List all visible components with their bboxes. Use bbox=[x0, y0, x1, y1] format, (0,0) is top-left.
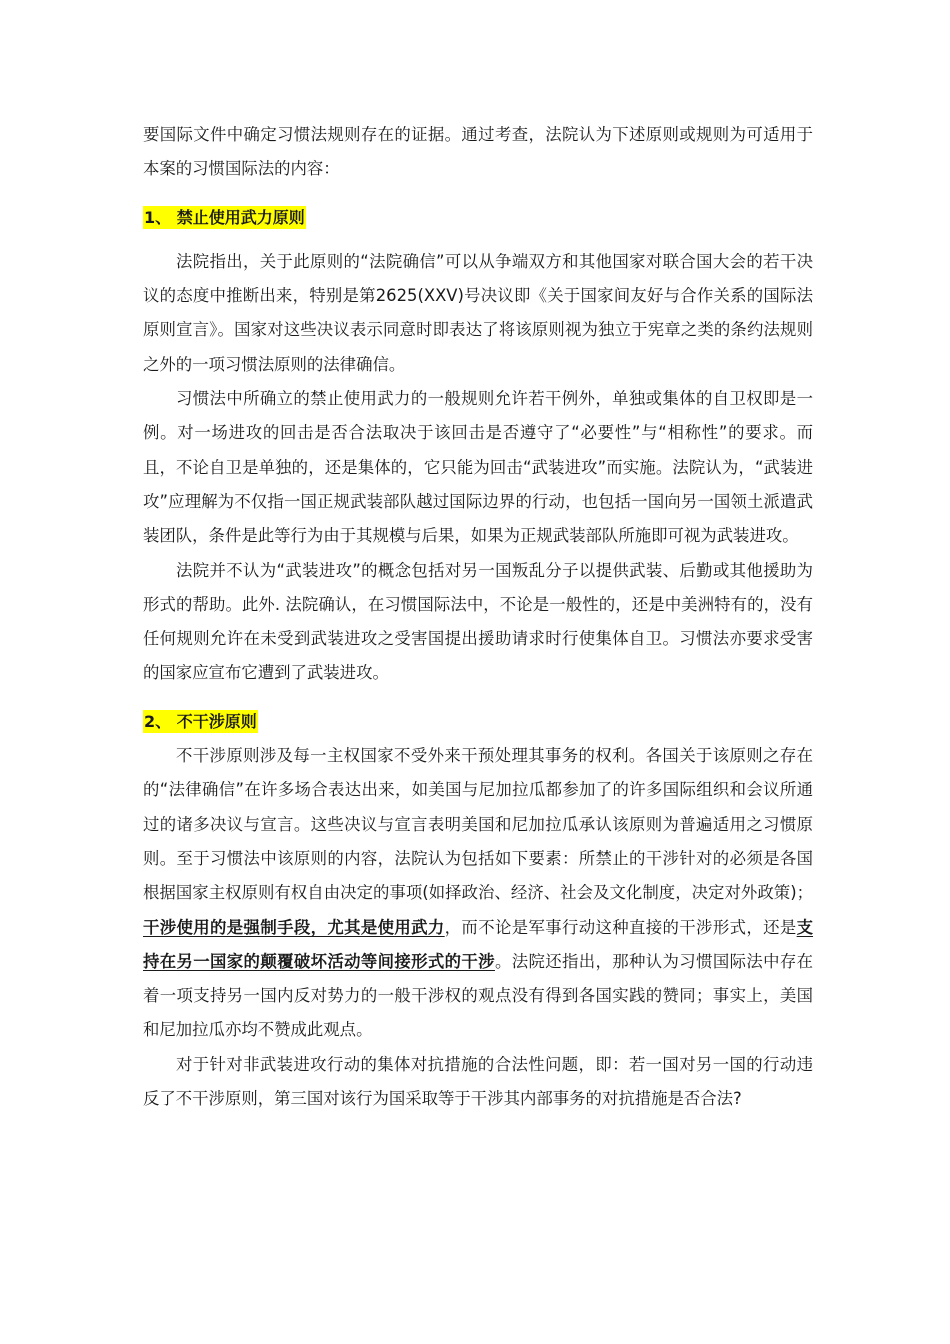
section2-heading bbox=[143, 705, 813, 739]
section2-paragraph-2: 对于针对非武装进攻行动的集体对抗措施的合法性问题，即：若一国对另一国的行动违反了不干涉原则，第三国对该行为国采取等于干涉其内部事务的对抗措施是否合法? bbox=[143, 1054, 813, 1109]
intro-paragraph: 要国际文件中确定习惯法规则存在的证据。通过考查，法院认为下述原则或规则为可适用于本案的习惯国际法的内容： bbox=[143, 125, 813, 179]
section2-p1-text-c: 。法院还指出，那种认为习惯国际法中存在着一项支持另一国内反对势力的一般干涉权的观点没有得到各国实践的赞同；事实上，美国和尼加拉瓜亦均不赞成此观点。 bbox=[143, 951, 814, 1040]
section2-heading-text: 2、 不干涉原则 bbox=[144, 711, 257, 731]
section1-paragraph-3: 法院并不认为“武装进攻”的概念包括对另一国叛乱分子以提供武装、后勤或其他援助为形式的帮助。此外. 法院确认，在习惯国际法中，不论是一般性的，还是中美洲特有的，没有任何规则允许在未受到武装进攻之受害国提出援助请求时行使集体自卫。习惯法亦要求受害的国家应宣布它遭到了武装进攻。 bbox=[143, 560, 813, 683]
section1-heading-text: 1、 禁止使用武力原则 bbox=[144, 207, 305, 227]
section2-p1-text-b: ，而不论是军事行动这种直接的干涉形式，还是 bbox=[444, 917, 797, 937]
section2-p1-text-a: 不干涉原则涉及每一主权国家不受外来干预处理其事务的权利。各国关于该原则之存在的“法律确信”在许多场合表达出来，如美国与尼加拉瓜都参加了的许多国际组织和会议所通过的诸多决议与宣言。这些决议与宣言表明美国和尼加拉瓜承认该原则为普遍适用之习惯原则。至于习惯法中该原则的内容，法院认为包括如下要素：所禁止的干涉针对的必须是各国根据国家主权原则有权自由决定的事项(如择政治、经济、社会及文化制度，决定对外政策)； bbox=[143, 746, 813, 903]
section2-p1-emphasis-2: 支持在另一国家的颠覆破坏活动等间接形式的干涉 bbox=[143, 917, 814, 971]
document-page bbox=[143, 118, 813, 1116]
section1-heading bbox=[143, 201, 813, 235]
section2-p1-emphasis-1: 干涉使用的是强制手段，尤其是使用武力 bbox=[143, 917, 445, 937]
section1-paragraph-1: 法院指出，关于此原则的“法院确信”可以从争端双方和其他国家对联合国大会的若干决议的态度中推断出来，特别是第2625(XXV)号决议即《关于国家间友好与合作关系的国际法原则宣言》。国家对这些决议表示同意时即表达了将该原则视为独立于宪章之类的条约法规则之外的一项习惯法原则的法律确信。 bbox=[143, 251, 813, 374]
section2-paragraph-1 bbox=[143, 739, 813, 1048]
section1-paragraph-2: 习惯法中所确立的禁止使用武力的一般规则允许若干例外，单独或集体的自卫权即是一例。对一场进攻的回击是否合法取决于该回击是否遵守了“必要性”与“相称性”的要求。而且，不论自卫是单独的，还是集体的，它只能为回击“武装进攻”而实施。法院认为，“武装进攻”应理解为不仅指一国正规武装部队越过国际边界的行动，也包括一国向另一国领土派遣武装团队，条件是此等行为由于其规模与后果，如果为正规武装部队所施即可视为武装进攻。 bbox=[143, 389, 813, 546]
